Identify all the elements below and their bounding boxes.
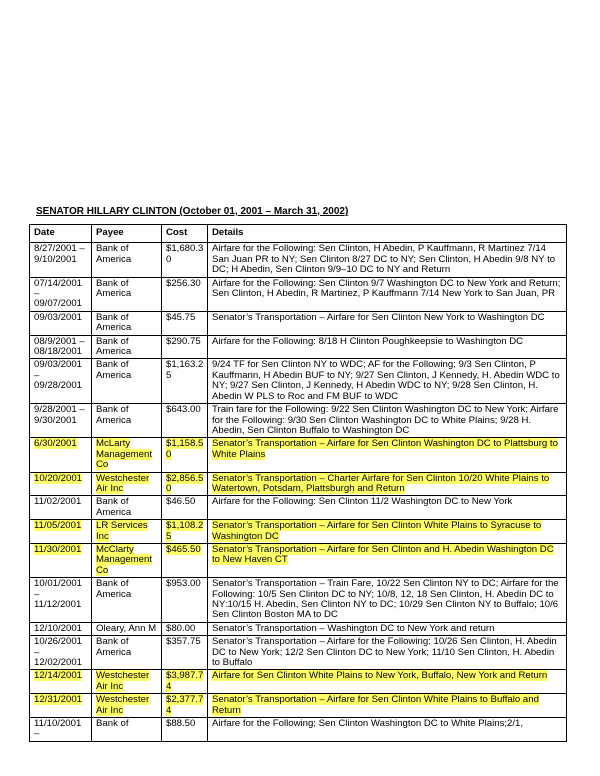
cell-payee [92,496,162,520]
date-text: 12/31/2001 [34,694,83,706]
payee-text: Bank of America [96,311,132,334]
cell-date [30,622,92,635]
cell-cost [162,718,208,742]
date-text: 12/10/2001 [34,622,83,634]
cost-text: $1,108.25 [166,520,204,542]
table-row [30,472,567,496]
payee-text: Bank of America [96,335,132,358]
cell-cost [162,694,208,718]
cell-details [208,277,567,311]
table-row [30,243,567,277]
cell-cost [162,622,208,635]
table-row [30,694,567,718]
cell-details [208,718,567,742]
cell-payee [92,359,162,404]
cell-payee [92,472,162,496]
details-text: Airfare for the Following: Sen Clinton 9/7 Washington DC to New York and Return; Sen Clinton, H Abedin, R Martinez, P Kauffmann 7/14 New York to San Juan, PR [212,277,561,300]
cost-text: $290.75 [166,335,201,347]
table-row [30,496,567,520]
cell-cost [162,496,208,520]
cell-date [30,335,92,359]
details-text: Airfare for Sen Clinton White Plains to New York, Buffalo, New York and Return [212,670,548,682]
cell-date [30,496,92,520]
payee-text: Bank of America [96,496,132,518]
cell-cost [162,578,208,623]
details-text: Senator’s Transportation – Airfare for Sen Clinton White Plains to Buffalo and Return [212,694,539,716]
cost-text: $3,987.74 [166,670,204,692]
cell-cost [162,359,208,404]
cell-cost [162,311,208,335]
table-row [30,718,567,742]
cell-date [30,243,92,277]
table-row [30,311,567,335]
cell-date [30,520,92,544]
payee-text: Westchester Air Inc [96,694,150,716]
cell-cost [162,670,208,694]
cell-date [30,670,92,694]
cell-date [30,438,92,472]
cell-details [208,520,567,544]
document-title: SENATOR HILLARY CLINTON (October 01, 2001 – March 31, 2002) [36,206,349,217]
cell-date [30,404,92,438]
cell-payee [92,636,162,670]
details-text: Senator’s Transportation – Airfare for Sen Clinton and H. Abedin Washington DC to New Haven CT [212,543,554,566]
date-text: 08/9/2001 – 08/18/2001 [34,335,85,358]
details-text: Airfare for the Following: Sen Clinton, H Abedin, P Kauffmann, R Martinez 7/14 San Juan PR to NY; Sen Clinton 8/27 DC to NY; Sen Clinton, H Abedin 9/8 NY to DC; H Abedin, Sen Clinton 9/9–10 DC to NY and Return [212,243,556,276]
details-text: Senator’s Transportation – Airfare for Sen Clinton White Plains to Syracuse to Washington DC [212,520,542,542]
details-text: Senator’s Transportation – Airfare for Sen Clinton Washington DC to Plattsburg to White Plains [212,438,558,460]
table-row [30,335,567,359]
table-row [30,520,567,544]
date-text: 6/30/2001 [34,438,77,450]
cell-date [30,718,92,742]
cost-text: $465.50 [166,543,201,555]
cell-details [208,578,567,623]
cell-cost [162,404,208,438]
details-text: 9/24 TF for Sen Clinton NY to WDC; AF for the Following; 9/3 Sen Clinton, P Kauffmann, H Abedin BUF to NY; 9/27 Sen Clinton, J Kennedy, H. Abedin WDC to NY; 9/27 Sen Clinton, J Kennedy, H Abedin WDC to NY; 9/28 Sen Clinton, H. Abedin W PLS to Roc and FM BUF to WDC [212,359,560,402]
cost-text: $45.75 [166,311,196,323]
cell-payee [92,543,162,577]
cell-date [30,543,92,577]
cell-cost [162,277,208,311]
cell-details [208,404,567,438]
cell-cost [162,335,208,359]
payee-text: Bank of America [96,277,132,300]
cell-cost [162,438,208,472]
table-row [30,622,567,635]
cell-date [30,694,92,718]
cell-date [30,578,92,623]
cell-payee [92,335,162,359]
cell-payee [92,520,162,544]
cost-text: $88.50 [166,718,196,730]
cell-payee [92,438,162,472]
payee-text: LR Services Inc [96,520,148,542]
cell-cost [162,636,208,670]
cell-details [208,622,567,635]
payee-text: Bank of America [96,636,132,658]
cost-text: $1,158.50 [166,438,204,460]
cost-text: $256.30 [166,277,201,289]
payee-text: Bank of America [96,243,132,265]
date-text: 9/28/2001 – 9/30/2001 [34,404,85,426]
date-text: 10/01/2001 – 11/12/2001 [34,578,83,610]
details-text: Senator’s Transportation – Airfare for the Following: 10/26 Sen Clinton, H. Abedin DC to New York; 12/2 Sen Clinton DC to New York; 11/10 Sen Clinton, H. Abedin to Buffalo [212,636,557,669]
table-row [30,404,567,438]
payee-text: Bank of [96,718,129,730]
cell-payee [92,277,162,311]
details-text: Airfare for the Following; Sen Clinton Washington DC to White Plains;2/1, [212,718,524,730]
date-text: 11/05/2001 [34,520,82,532]
cost-text: $80.00 [166,622,196,634]
date-text: 10/26/2001 – 12/02/2001 [34,636,83,669]
cell-details [208,636,567,670]
table-row [30,438,567,472]
cell-cost [162,543,208,577]
cell-details [208,670,567,694]
details-text: Senator’s Transportation – Airfare for Sen Clinton New York to Washington DC [212,311,545,323]
cell-payee [92,404,162,438]
date-text: 09/03/2001 [34,311,83,323]
cell-date [30,277,92,311]
expense-table [29,224,567,742]
cell-details [208,543,567,577]
payee-text: McLarty Management Co [96,438,152,471]
payee-text: Westchester Air Inc [96,670,150,692]
table-row [30,359,567,404]
cell-details [208,311,567,335]
cell-cost [162,243,208,277]
cell-details [208,438,567,472]
cell-date [30,472,92,496]
cost-text: $643.00 [166,404,201,416]
cell-payee [92,622,162,635]
cell-payee [92,311,162,335]
table-row [30,543,567,577]
date-text: 07/14/2001 – 09/07/2001 [34,277,83,310]
cell-payee [92,243,162,277]
table-body [30,243,567,741]
header-payee: Payee [92,225,162,243]
table-header-row [30,225,567,243]
cell-date [30,359,92,404]
table-row [30,578,567,623]
cell-cost [162,472,208,496]
date-text: 11/02/2001 [34,496,82,508]
cell-details [208,335,567,359]
header-details: Details [208,225,567,243]
cell-payee [92,694,162,718]
cost-text: $1,163.25 [166,359,204,381]
payee-text: Oleary, Ann M [96,622,157,634]
details-text: Senator’s Transportation – Charter Airfare for Sen Clinton 10/20 White Plains to Watertown, Potsdam, Plattsburgh and Return [212,472,550,494]
cell-payee [92,578,162,623]
cell-cost [162,520,208,544]
cell-payee [92,718,162,742]
cell-details [208,472,567,496]
payee-text: Bank of America [96,359,132,381]
date-text: 11/10/2001 – [34,718,82,740]
date-text: 09/03/2001 – 09/28/2001 [34,359,83,392]
cell-details [208,359,567,404]
details-text: Train fare for the Following: 9/22 Sen Clinton Washington DC to New York; Airfare for the Following: 9/30 Sen Clinton Washington DC to White Plains; 9/28 H. Abedin, Sen Clinton Buffalo to Washington DC [212,404,559,436]
header-cost: Cost [162,225,208,243]
cost-text: $357.75 [166,636,201,648]
date-text: 11/30/2001 [34,543,82,555]
payee-text: Bank of America [96,404,132,426]
header-date: Date [30,225,92,243]
cell-details [208,694,567,718]
cost-text: $953.00 [166,578,201,590]
details-text: Senator’s Transportation – Train Fare, 10/22 Sen Clinton NY to DC; Airfare for the Following: 10/5 Sen Clinton DC to NY; 10/8, 12, 18 Sen Clinton, H. Abedin DC to NY:10/15 H. Abedin, Sen Clinton NY to DC; 10/29 Sen Clinton NY to Buffalo; 10/6 Sen Clinton Boston MA to DC [212,578,559,621]
cell-payee [92,670,162,694]
table-row [30,277,567,311]
payee-text: McClarty Management Co [96,543,152,576]
cell-details [208,243,567,277]
payee-text: Westchester Air Inc [96,472,150,494]
cost-text: $2,377.74 [166,694,204,716]
cell-details [208,496,567,520]
cost-text: $2,856.50 [166,472,204,494]
cell-date [30,636,92,670]
details-text: Airfare for the Following: 8/18 H Clinton Poughkeepsie to Washington DC [212,335,524,347]
table-row [30,670,567,694]
details-text: Airfare for the Following: Sen Clinton 11/2 Washington DC to New York [212,496,513,508]
cost-text: $46.50 [166,496,196,508]
payee-text: Bank of America [96,578,132,600]
date-text: 10/20/2001 [34,472,83,484]
date-text: 12/14/2001 [34,670,83,682]
cost-text: $1,680.30 [166,243,204,265]
date-text: 8/27/2001 – 9/10/2001 [34,243,85,265]
cell-date [30,311,92,335]
details-text: Senator’s Transportation – Washington DC to New York and return [212,622,495,634]
table-row [30,636,567,670]
